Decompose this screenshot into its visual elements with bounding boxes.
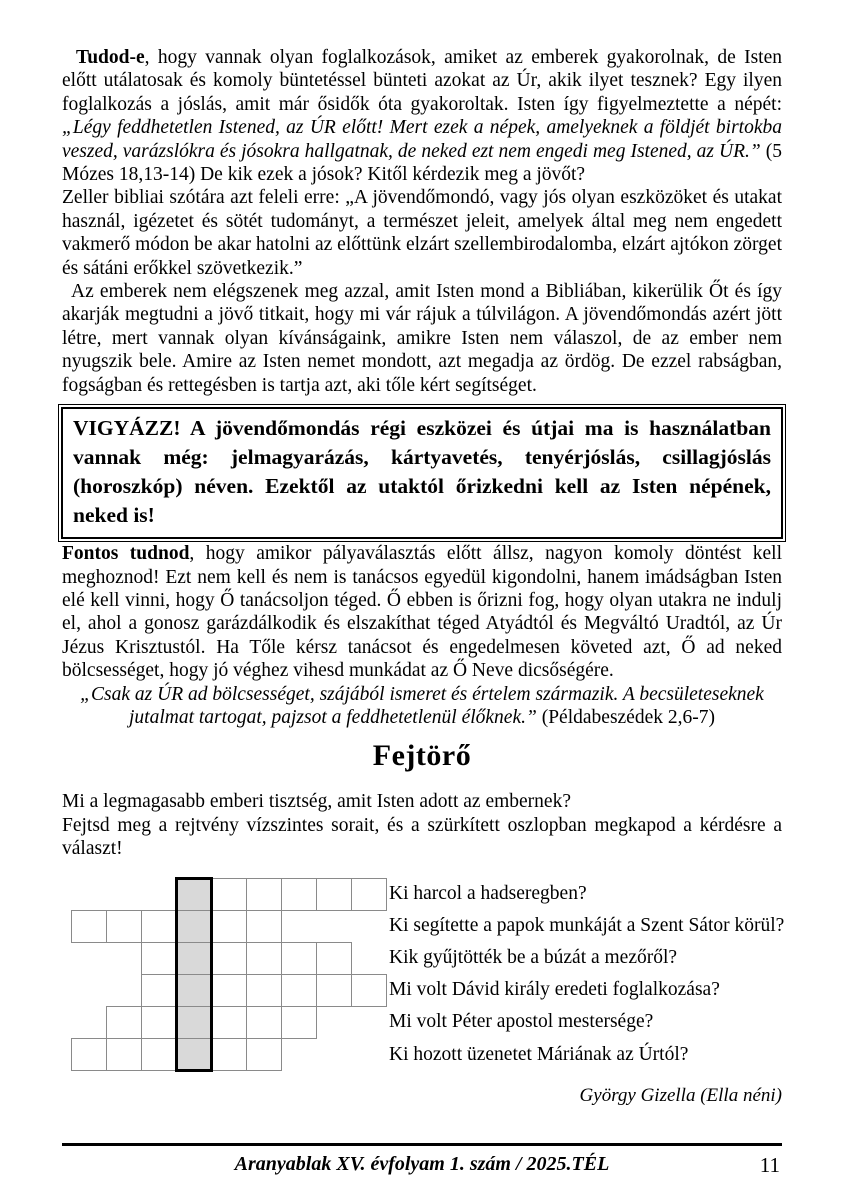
puzzle-question: Mi a legmagasabb emberi tisztség, amit Isten adott az embernek? <box>62 791 571 813</box>
grid-cell <box>281 878 317 911</box>
grid-cell <box>246 910 282 943</box>
paragraph-4-lead: Fontos tudnod <box>62 543 190 565</box>
grid-cell <box>106 1038 142 1071</box>
grid-cell <box>211 910 247 943</box>
grid-cell <box>141 910 177 943</box>
grid-cell <box>351 878 387 911</box>
paragraph-4 <box>62 542 782 682</box>
grid-cell <box>316 942 352 975</box>
scripture-quote-block <box>62 683 782 730</box>
puzzle-clues <box>389 878 784 1071</box>
puzzle-section <box>62 878 785 1071</box>
grid-cell <box>211 878 247 911</box>
paragraph-1-body: , hogy vannak olyan foglalkozások, amiket az emberek gyakorolnak, de Isten előtt utálatosak és komoly büntetéssel bünteti azokat az Úr, akik ilyet tesznek? Egy ilyen foglalkozás a jóslás, amit már ősidők óta gyakoroltak. Isten így figyelmeztette a népét: <box>62 47 782 115</box>
scripture-quote-text: „Csak az ÚR ad bölcsességet, szájából ismeret és értelem származik. A becsületeseknek jutalmat tartogat, pajzsot a feddhetetlenül élőknek.” <box>80 683 764 728</box>
page-number: 11 <box>759 1153 780 1177</box>
grid-cell <box>141 1038 177 1071</box>
shaded-column-frame <box>175 877 213 1072</box>
grid-cell <box>246 942 282 975</box>
puzzle-instruction: Fejtsd meg a rejtvény vízszintes sorait, és a szürkített oszlopban megkapod a kérdésre a választ! <box>62 814 782 860</box>
puzzle-grid <box>71 878 387 1071</box>
scripture-quote-reference: (Példabeszédek 2,6-7) <box>541 706 715 728</box>
clue-4: Mi volt Dávid király eredeti foglalkozása? <box>389 979 720 1001</box>
author-byline: György Gizella (Ella néni) <box>579 1084 782 1106</box>
paragraph-4-body: , hogy amikor pályaválasztás előtt állsz, nagyon komoly döntést kell meghoznod! Ezt nem kell és nem is tanácsos egyedül kigondolni, hanem imádságban Isten elé kell vinni, hogy Ő tanácsoljon téged. Ő ebben is őrizni fog, hogy olyan utakra ne indulj el, ahol a gonosz garázdálkodik és elszakíthat téged Atyádtól és Megváltó Uradtól, az Úr Jézus Krisztustól. Ha Tőle kérsz tanácsot és engedelmesen követed azt, Ő ad neked bölcsességet, hogy jó véghez vihesd munkádat az Ő Neve dicsőségére. <box>62 543 782 682</box>
clue-1: Ki harcol a hadseregben? <box>389 882 587 904</box>
grid-cell <box>106 1006 142 1039</box>
paragraph-2: Zeller bibliai szótára azt feleli erre: „A jövendőmondó, vagy jós olyan eszközöket és utakat használ, igézetet és sötét tudományt, a természet jeleit, amelyek által meg nem engedett vakmerő módon be akar hatolni az előttünk elzárt szellembirodalomba, elzárt ajtókon zörget és sátáni erőkkel szövetkezik.” <box>62 187 782 279</box>
footer-rule <box>62 1143 782 1146</box>
clue-3: Kik gyűjtötték be a búzát a mezőről? <box>389 947 678 969</box>
puzzle-intro <box>62 790 782 860</box>
footer-row <box>62 1153 782 1176</box>
grid-cell <box>71 1038 107 1071</box>
clue-5: Mi volt Péter apostol mestersége? <box>389 1011 654 1033</box>
grid-cell <box>246 878 282 911</box>
clue-6: Ki hozott üzenetet Máriának az Úrtól? <box>389 1043 689 1065</box>
grid-cell <box>281 974 317 1007</box>
grid-cell <box>246 1006 282 1039</box>
grid-cell <box>211 1038 247 1071</box>
grid-cell <box>106 910 142 943</box>
grid-cell <box>141 974 177 1007</box>
warning-box <box>58 404 786 542</box>
grid-cell <box>211 1006 247 1039</box>
paragraph-1 <box>62 46 782 186</box>
clue-2: Ki segítette a papok munkáját a Szent Sátor körül? <box>389 914 785 936</box>
grid-cell <box>211 942 247 975</box>
grid-cell <box>316 878 352 911</box>
grid-cell <box>246 974 282 1007</box>
grid-cell <box>316 974 352 1007</box>
grid-cell <box>281 942 317 975</box>
warning-box-inner <box>61 407 783 539</box>
puzzle-heading: Fejtörő <box>372 739 472 773</box>
paragraph-1-scripture-quote: „Légy feddhetetlen Istened, az ÚR előtt! Mert ezek a népek, amelyeknek a földjét birtokba veszed, varázslókra és jósokra hallgatnak, de neked ezt nem engedi meg Istened, az ÚR.” <box>62 117 782 162</box>
grid-cell <box>71 910 107 943</box>
paragraph-1-reference: (5 Mózes 18,13-14) De kik ezek a jósok? Kitől kérdezik meg a jövőt? <box>62 140 782 186</box>
grid-cell <box>211 974 247 1007</box>
grid-cell <box>141 942 177 975</box>
warning-text: VIGYÁZZ! A jövendőmondás régi eszközei és útjai ma is használatban vannak még: jelmagyarázás, kártyavetés, tenyérjóslás, csillagjóslás (horoszkóp) néven. Ezektől az utaktól őrizkedni kell az Isten népének, neked is! <box>73 416 771 528</box>
page-footer <box>62 1143 782 1176</box>
paragraph-3: Az emberek nem elégszenek meg azzal, amit Isten mond a Bibliában, kikerülik Őt és így akarják megtudni a jövő titkait, hogy mi vár rájuk a túlvilágon. A jövendőmondás azért jött létre, mert vannak olyan kívánságaink, amikre Isten nem válaszol, de az ember nem nyugszik bele. Amire az Isten nemet mondott, azt megadja az ördög. De ezzel rabságban, fogságban és rettegésben is tartja azt, aki tőle kért segítséget. <box>62 281 782 396</box>
grid-cell <box>246 1038 282 1071</box>
paragraph-1-lead: Tudod-e <box>76 47 145 68</box>
grid-cell <box>141 1006 177 1039</box>
grid-cell <box>281 1006 317 1039</box>
footer-title: Aranyablak XV. évfolyam 1. szám / 2025.TÉL <box>234 1153 610 1175</box>
page-content <box>62 46 785 1107</box>
grid-cell <box>351 974 387 1007</box>
